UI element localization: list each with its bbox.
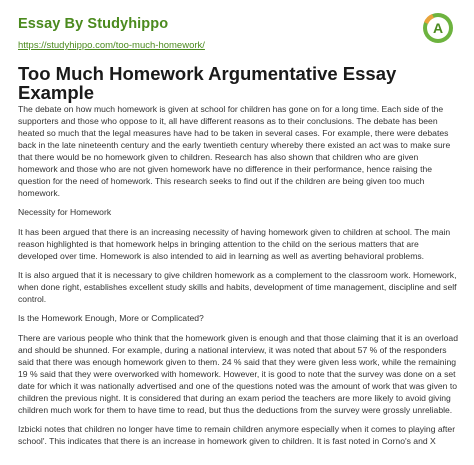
essay-title: Too Much Homework Argumentative Essay Example [18,63,397,103]
logo-letter: A [432,20,444,36]
section-heading-necessity: Necessity for Homework [18,207,112,217]
section-heading-enough: Is the Homework Enough, More or Complicated? [18,313,204,323]
essay-paragraph: There are various people who think that the homework given is enough and that those claiming that it is an overload and should be shunned. For example, during a national interview, it was noted that about 57 % of the responders said that there was enough homework given to them. 24 % said that they were given less work, while the remaining 19 % said that they were overworked with homework. However, it is good to note that the survey was done on a set date for which it was nationally advertised and one of the questions noted was the amount of work that was given to children the previous night. It is considered that during an exam period the teachers are more likely to avoid giving children much work for them to have time to read, but thus the deductions from the survey were grossly unreliable. [18,333,458,415]
site-header [18,12,456,58]
page-url-link[interactable]: https://studyhippo.com/too-much-homework/ [18,40,205,51]
essay-paragraph: Izbicki notes that children no longer have time to remain children anymore especially when it comes to playing after school'. This indicates that there is an increase in homework given to children. It is fast noted in Corno's and X [18,424,456,446]
essay-paragraph-intro: The debate on how much homework is given at school for children has gone on for a long time. Each side of the supporters and those who oppose to it, all have different reasons as to their conclusions. The debate has been heated so much that the legal measures have had to be taken in several cases. For example, there were debates back in the late nineteenth century and the early twentieth century whereby there existed an act was to make sure that there would be no homework given to children. Research has also shown that children who are given homework and those who are not given homework have no difference in their performance, hence raising the question for the need of homework. This research seeks to find out if the children are being given too much homework. [18,104,451,198]
essay-paragraph: It has been argued that there is an increasing necessity of having homework given to children at school. The main reason highlighted is that homework helps in bringing attention to the child on the serious matters that are developed over time. Homework is also intended to aid in learning as well as averting behavioral problems. [18,227,451,261]
essay-paragraph: It is also argued that it is necessary to give children homework as a complement to the classroom work. Homework, when done right, establishes excellent study skills and habits, development of time management, discipline and self control. [18,270,457,304]
essay-body [18,103,458,454]
site-brand[interactable]: Essay By Studyhippo [18,16,169,32]
studyhippo-logo-icon[interactable] [422,12,454,44]
